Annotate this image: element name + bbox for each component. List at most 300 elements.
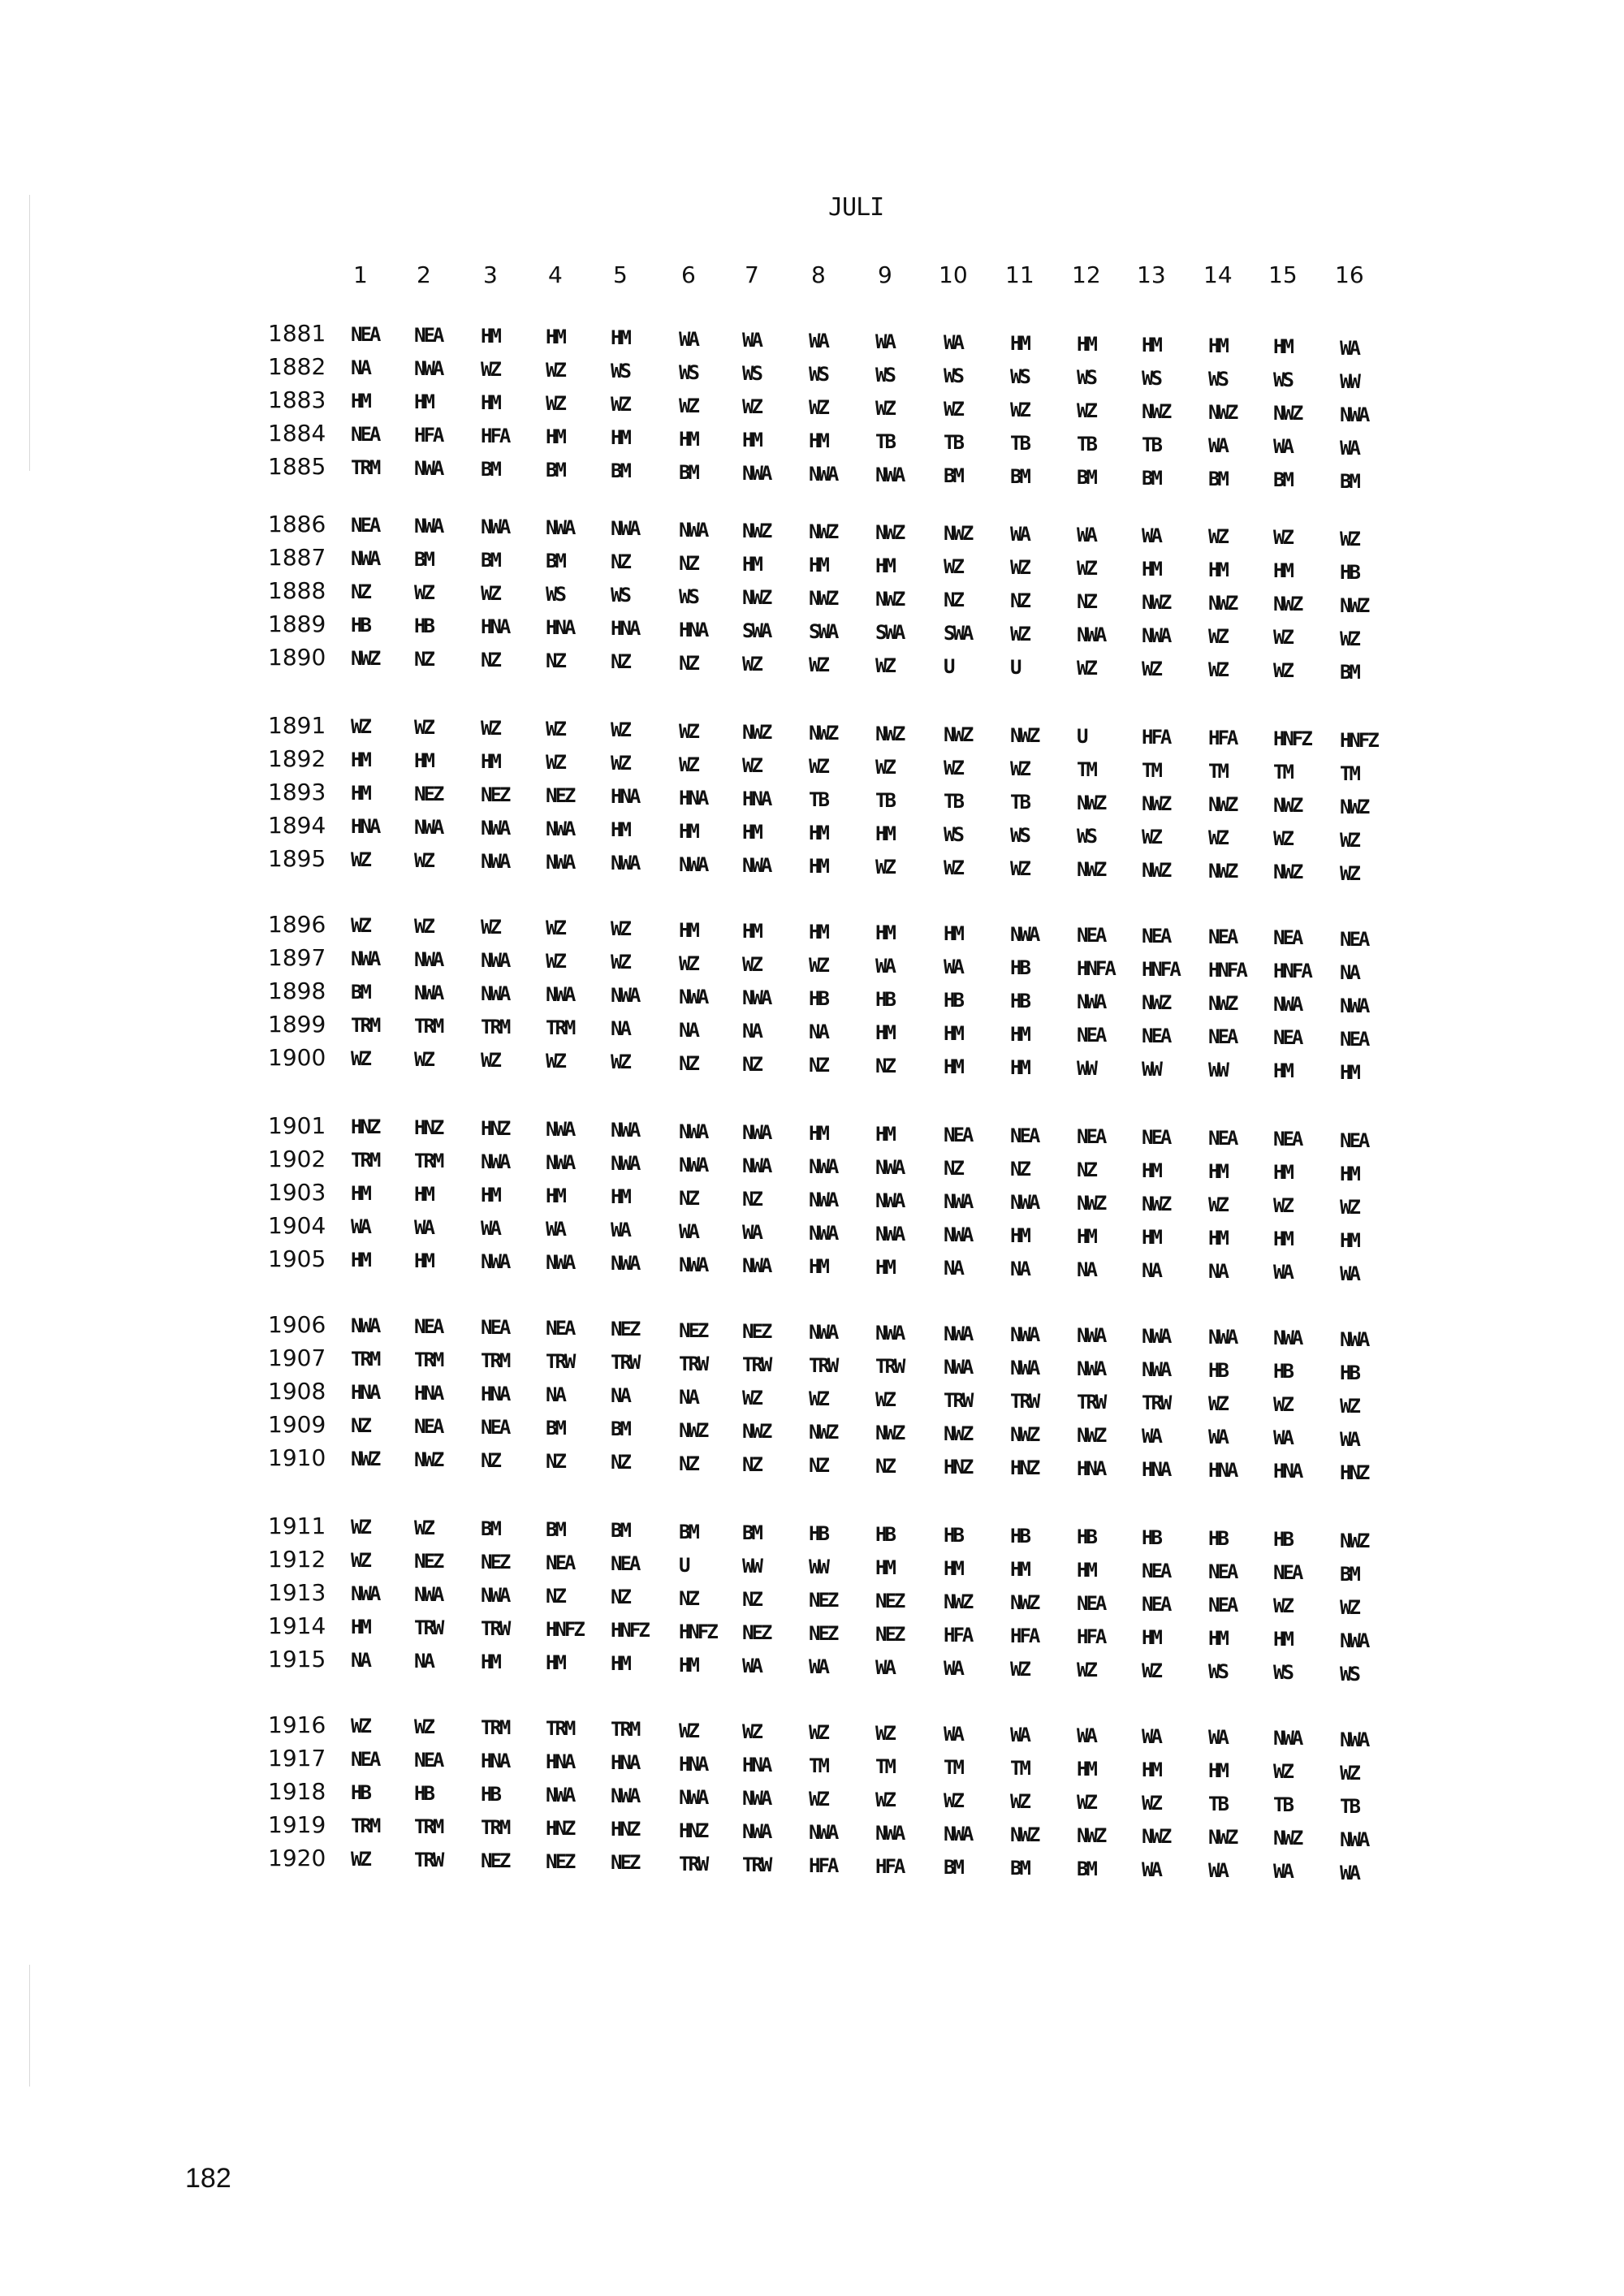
weather-type-cell: HM — [875, 1256, 894, 1279]
weather-type-cell: NWA — [1273, 1727, 1302, 1750]
weather-type-cell: NWA — [351, 1582, 379, 1605]
weather-type-cell: HM — [611, 1185, 629, 1208]
weather-type-cell: TB — [944, 790, 962, 813]
weather-type-cell: TM — [944, 1756, 962, 1779]
weather-type-cell: HNZ — [1010, 1457, 1039, 1479]
weather-type-cell: BM — [546, 1417, 564, 1439]
weather-type-cell: HM — [875, 1021, 894, 1044]
weather-type-cell: HNZ — [1340, 1461, 1368, 1484]
weather-type-cell: NWA — [481, 1584, 509, 1607]
weather-type-cell: WZ — [611, 917, 629, 940]
weather-type-cell: HM — [611, 1652, 629, 1675]
weather-type-cell: WZ — [1273, 626, 1292, 649]
day-header: 9 — [878, 261, 892, 288]
weather-type-cell: WZ — [546, 950, 564, 973]
weather-type-cell: NWA — [944, 1323, 972, 1345]
weather-type-cell: WW — [1142, 1058, 1160, 1081]
weather-type-cell: TRM — [351, 456, 379, 479]
weather-type-cell: WZ — [1340, 628, 1358, 650]
weather-type-cell: WZ — [351, 1516, 369, 1539]
weather-type-cell: TB — [1142, 434, 1160, 456]
weather-type-cell: U — [1077, 725, 1086, 748]
weather-type-cell: TRM — [481, 1816, 509, 1839]
weather-type-cell: NWZ — [1340, 796, 1368, 818]
weather-type-cell: TRM — [414, 1015, 443, 1038]
weather-type-cell: HM — [1142, 1226, 1160, 1249]
weather-type-cell: TB — [1010, 791, 1029, 814]
weather-type-cell: WZ — [1142, 826, 1160, 848]
weather-type-cell: NWA — [1010, 923, 1039, 946]
weather-type-cell: BM — [1340, 470, 1358, 493]
weather-type-cell: NEA — [1273, 1561, 1302, 1584]
weather-type-cell: HM — [875, 555, 894, 577]
day-header: 14 — [1203, 261, 1233, 288]
weather-type-cell: NWZ — [1142, 1193, 1170, 1215]
weather-type-cell: HB — [809, 987, 827, 1010]
weather-type-cell: NA — [742, 1020, 761, 1042]
weather-type-cell: WW — [809, 1556, 827, 1578]
weather-type-cell: WZ — [1142, 658, 1160, 680]
weather-type-cell: WZ — [679, 753, 698, 776]
weather-type-cell: HNA — [351, 1381, 379, 1404]
weather-type-cell: TB — [1208, 1793, 1227, 1815]
weather-type-cell: WZ — [351, 1549, 369, 1572]
weather-type-cell: HNZ — [481, 1117, 509, 1140]
weather-type-cell: HM — [546, 425, 564, 448]
weather-type-cell: NWA — [481, 1150, 509, 1173]
weather-type-cell: NZ — [1010, 1158, 1029, 1180]
weather-type-cell: HM — [414, 391, 433, 413]
weather-type-cell: HM — [1273, 335, 1292, 358]
weather-type-cell: TB — [875, 789, 894, 812]
weather-type-cell: HM — [351, 749, 369, 771]
weather-type-cell: WA — [944, 331, 962, 354]
weather-type-cell: HNFZ — [1340, 729, 1377, 752]
weather-type-cell: HNZ — [414, 1116, 443, 1139]
weather-type-cell: NA — [351, 1649, 369, 1672]
weather-type-cell: NWZ — [809, 1421, 837, 1444]
weather-type-cell: NWA — [1273, 993, 1302, 1016]
weather-type-cell: HM — [1340, 1061, 1358, 1084]
day-header: 3 — [483, 261, 498, 288]
weather-type-cell: NWZ — [1273, 794, 1302, 817]
year-label: 1902 — [268, 1146, 326, 1172]
weather-type-cell: WZ — [414, 1048, 433, 1071]
year-label: 1885 — [268, 453, 326, 480]
weather-type-cell: WZ — [1273, 1393, 1292, 1416]
weather-type-cell: NEZ — [481, 1551, 509, 1573]
weather-type-cell: NWZ — [1273, 402, 1302, 425]
weather-type-cell: TM — [809, 1754, 827, 1777]
weather-type-cell: NWZ — [1010, 1423, 1039, 1446]
year-label: 1896 — [268, 911, 326, 938]
weather-type-cell: TRM — [414, 1815, 443, 1838]
weather-type-cell: BM — [414, 548, 433, 571]
weather-type-cell: HM — [875, 921, 894, 944]
weather-type-cell: WA — [1142, 524, 1160, 547]
weather-type-cell: TRW — [1077, 1391, 1105, 1413]
weather-type-cell: WZ — [1077, 399, 1095, 422]
weather-type-cell: WZ — [1077, 1659, 1095, 1681]
weather-type-cell: NZ — [414, 648, 433, 671]
weather-type-cell: NWA — [611, 517, 639, 540]
weather-type-cell: NEA — [414, 1749, 443, 1772]
weather-type-cell: NWZ — [1142, 859, 1170, 882]
weather-type-cell: NWA — [546, 516, 574, 539]
weather-type-cell: HB — [1208, 1359, 1227, 1382]
year-label: 1914 — [268, 1612, 326, 1639]
weather-type-cell: WA — [944, 956, 962, 978]
weather-type-cell: TRM — [546, 1717, 574, 1740]
day-header: 11 — [1005, 261, 1034, 288]
weather-type-cell: NWA — [414, 457, 443, 480]
weather-type-cell: NZ — [944, 589, 962, 611]
weather-type-cell: WZ — [481, 1049, 499, 1072]
weather-type-cell: NWA — [742, 462, 771, 485]
weather-type-cell: NEA — [1142, 1126, 1170, 1149]
weather-type-cell: HM — [1010, 1056, 1029, 1079]
weather-type-cell: NWA — [1340, 1828, 1368, 1851]
weather-type-cell: BM — [1273, 468, 1292, 491]
weather-type-cell: WZ — [351, 715, 369, 738]
weather-type-cell: HM — [944, 922, 962, 945]
weather-type-cell: NWA — [546, 818, 574, 840]
weather-type-cell: HM — [1142, 1159, 1160, 1182]
weather-type-cell: NWZ — [1142, 991, 1170, 1014]
weather-type-cell: HNA — [1142, 1458, 1170, 1481]
weather-type-cell: NZ — [1077, 1159, 1095, 1181]
weather-type-cell: NZ — [611, 650, 629, 673]
weather-type-cell: NWA — [742, 986, 771, 1009]
weather-type-cell: HM — [679, 919, 698, 942]
weather-type-cell: NEZ — [546, 1850, 574, 1873]
weather-type-cell: NWA — [1340, 1728, 1368, 1751]
weather-type-cell: NWA — [611, 984, 639, 1007]
weather-type-cell: NEA — [481, 1316, 509, 1339]
weather-type-cell: NWA — [1340, 995, 1368, 1017]
weather-type-cell: HNA — [481, 1383, 509, 1405]
weather-type-cell: TRW — [944, 1389, 972, 1412]
weather-type-cell: WW — [1340, 370, 1358, 393]
weather-type-cell: HM — [1340, 1229, 1358, 1252]
weather-type-cell: NWA — [481, 516, 509, 538]
weather-type-cell: NEA — [1273, 1026, 1302, 1049]
weather-type-cell: NEA — [1208, 1560, 1237, 1583]
weather-type-cell: NEA — [1142, 1560, 1170, 1582]
weather-type-cell: WZ — [1340, 528, 1358, 550]
weather-type-cell: SWA — [875, 621, 904, 644]
weather-type-cell: NWZ — [875, 521, 904, 544]
weather-type-cell: HM — [481, 1184, 499, 1206]
day-header: 10 — [939, 261, 968, 288]
weather-type-cell: SWA — [809, 620, 837, 643]
weather-type-cell: HM — [944, 1022, 962, 1045]
weather-type-cell: WA — [944, 1657, 962, 1680]
year-label: 1904 — [268, 1212, 326, 1239]
weather-type-cell: U — [679, 1554, 689, 1577]
weather-type-cell: NEZ — [875, 1623, 904, 1646]
weather-type-cell: BM — [1340, 661, 1358, 684]
weather-type-cell: NWA — [944, 1190, 972, 1213]
weather-type-cell: NEA — [1077, 1592, 1105, 1615]
weather-type-cell: NWA — [481, 850, 509, 873]
year-label: 1920 — [268, 1845, 326, 1871]
weather-type-cell: HB — [1010, 956, 1029, 979]
weather-type-cell: WA — [875, 1656, 894, 1679]
weather-type-cell: NEA — [1340, 1028, 1368, 1051]
year-label: 1889 — [268, 611, 326, 637]
weather-type-cell: HM — [351, 1616, 369, 1638]
weather-type-cell: HNA — [611, 785, 639, 808]
weather-type-cell: NWZ — [351, 1448, 379, 1470]
weather-type-cell: NEA — [1077, 1024, 1105, 1047]
weather-type-cell: NWZ — [809, 587, 837, 610]
weather-type-cell: WA — [1273, 435, 1292, 458]
weather-type-cell: WZ — [742, 953, 761, 976]
weather-type-cell: TRM — [351, 1149, 379, 1172]
weather-type-cell: NWZ — [1340, 594, 1368, 617]
weather-type-cell: WZ — [679, 1720, 698, 1742]
weather-type-cell: NEA — [414, 1415, 443, 1438]
weather-type-cell: BM — [546, 1518, 564, 1541]
weather-type-cell: HM — [1208, 1759, 1227, 1782]
weather-type-cell: WZ — [546, 751, 564, 774]
weather-type-cell: HM — [351, 1182, 369, 1205]
weather-type-cell: BM — [611, 1519, 629, 1542]
weather-type-cell: HM — [414, 1249, 433, 1272]
weather-type-cell: NWZ — [1077, 1424, 1105, 1447]
weather-type-cell: NWZ — [414, 1448, 443, 1471]
weather-type-cell: NEA — [351, 1748, 379, 1771]
weather-type-cell: TRM — [481, 1016, 509, 1038]
year-label: 1915 — [268, 1646, 326, 1672]
weather-type-cell: HM — [809, 1255, 827, 1278]
weather-type-cell: HM — [809, 855, 827, 878]
weather-type-cell: BM — [1077, 1858, 1095, 1880]
weather-type-cell: NEZ — [875, 1590, 904, 1612]
weather-type-cell: WA — [742, 329, 761, 352]
weather-type-cell: WZ — [944, 1789, 962, 1812]
day-header: 15 — [1268, 261, 1298, 288]
weather-type-cell: WZ — [546, 1050, 564, 1072]
weather-type-cell: NWZ — [1010, 1591, 1039, 1614]
weather-type-cell: NWA — [351, 547, 379, 570]
weather-type-cell: WA — [1142, 1725, 1160, 1748]
weather-type-cell: HM — [809, 921, 827, 943]
weather-type-cell: BM — [944, 464, 962, 487]
weather-type-cell: HM — [944, 1557, 962, 1580]
weather-type-cell: NWA — [742, 1254, 771, 1277]
weather-type-cell: TRM — [414, 1150, 443, 1172]
weather-type-cell: NWA — [481, 1250, 509, 1273]
weather-type-cell: HM — [546, 1185, 564, 1207]
weather-type-cell: WS — [1208, 368, 1227, 391]
weather-type-cell: WZ — [611, 719, 629, 741]
weather-type-cell: NWZ — [1077, 1824, 1105, 1847]
weather-type-cell: NA — [611, 1017, 629, 1040]
weather-type-cell: HB — [875, 1523, 894, 1546]
weather-type-cell: WS — [1273, 369, 1292, 391]
weather-type-cell: WA — [1142, 1425, 1160, 1448]
weather-type-cell: BM — [1340, 1563, 1358, 1586]
weather-type-cell: WZ — [1010, 757, 1029, 780]
year-label: 1891 — [268, 712, 326, 739]
weather-type-cell: NEA — [1273, 926, 1302, 949]
weather-type-cell: TM — [1208, 760, 1227, 783]
weather-type-cell: WZ — [414, 1517, 433, 1539]
weather-type-cell: WZ — [1273, 659, 1292, 682]
weather-type-cell: HM — [481, 325, 499, 347]
year-label: 1913 — [268, 1579, 326, 1606]
weather-type-cell: NWA — [944, 1356, 972, 1379]
weather-type-cell: NWZ — [1077, 792, 1105, 814]
weather-type-cell: WZ — [611, 752, 629, 775]
weather-type-cell: NWZ — [1142, 1825, 1170, 1848]
weather-type-cell: NEA — [351, 514, 379, 537]
weather-type-cell: NWA — [1340, 404, 1368, 426]
weather-type-cell: BM — [1077, 466, 1095, 489]
weather-type-cell: HM — [742, 553, 761, 576]
weather-type-cell: NEA — [1208, 1127, 1237, 1150]
weather-type-cell: HM — [1010, 1023, 1029, 1046]
weather-type-cell: WZ — [1077, 1791, 1095, 1814]
weather-type-cell: NWZ — [809, 722, 837, 744]
weather-type-cell: HM — [742, 429, 761, 451]
weather-type-cell: HNA — [679, 1753, 707, 1776]
weather-type-cell: WZ — [546, 359, 564, 382]
weather-type-cell: NWA — [679, 519, 707, 542]
weather-type-cell: BM — [679, 461, 698, 484]
weather-type-cell: NWA — [875, 1223, 904, 1245]
weather-type-cell: NWA — [1142, 1325, 1170, 1348]
weather-type-cell: WZ — [414, 581, 433, 604]
weather-type-cell: NWA — [1142, 1358, 1170, 1381]
weather-type-cell: HNZ — [944, 1456, 972, 1478]
weather-type-cell: HNA — [414, 1382, 443, 1405]
weather-type-cell: NWA — [809, 1222, 837, 1245]
year-label: 1884 — [268, 420, 326, 447]
weather-type-cell: WZ — [875, 1388, 894, 1411]
weather-type-cell: NWZ — [1142, 400, 1170, 423]
weather-type-cell: WA — [1208, 434, 1227, 457]
weather-type-cell: BM — [1010, 465, 1029, 488]
weather-type-cell: WA — [679, 328, 698, 351]
weather-type-cell: NZ — [809, 1454, 827, 1477]
weather-type-cell: WZ — [1208, 1392, 1227, 1415]
weather-type-cell: WA — [1010, 1724, 1029, 1746]
year-label: 1888 — [268, 577, 326, 604]
weather-type-cell: NWA — [1077, 1357, 1105, 1380]
weather-type-cell: HB — [809, 1522, 827, 1545]
weather-type-cell: TB — [1340, 1795, 1358, 1818]
weather-type-cell: NWA — [944, 1224, 972, 1246]
weather-type-cell: WZ — [1208, 625, 1227, 648]
weather-type-cell: HNA — [546, 616, 574, 639]
weather-type-cell: WA — [546, 1218, 564, 1241]
year-label: 1908 — [268, 1378, 326, 1405]
weather-type-cell: NWZ — [875, 588, 904, 611]
weather-type-cell: NWA — [679, 853, 707, 876]
weather-type-cell: HNA — [1077, 1457, 1105, 1480]
weather-type-cell: HB — [1208, 1527, 1227, 1550]
weather-type-cell: HM — [1208, 559, 1227, 581]
weather-type-cell: WA — [1208, 1726, 1227, 1749]
weather-type-cell: NWA — [809, 1821, 837, 1844]
weather-type-cell: WZ — [742, 754, 761, 777]
weather-type-cell: WZ — [944, 398, 962, 421]
weather-type-cell: HNZ — [611, 1818, 639, 1841]
weather-type-cell: BM — [611, 1418, 629, 1440]
weather-type-cell: NWZ — [1273, 861, 1302, 883]
year-label: 1912 — [268, 1546, 326, 1573]
weather-type-cell: NWZ — [1273, 1827, 1302, 1849]
weather-type-cell: NWA — [611, 852, 639, 874]
weather-type-cell: HM — [875, 1556, 894, 1579]
weather-type-cell: TM — [1340, 762, 1358, 785]
weather-type-cell: HM — [1077, 1559, 1095, 1582]
weather-type-cell: HM — [742, 920, 761, 943]
year-label: 1903 — [268, 1179, 326, 1206]
weather-type-cell: WZ — [611, 393, 629, 416]
weather-type-cell: NWZ — [944, 723, 972, 746]
weather-type-cell: NZ — [611, 1586, 629, 1608]
weather-type-cell: NWZ — [1142, 591, 1170, 614]
weather-type-cell: NZ — [679, 1587, 698, 1610]
weather-type-cell: BM — [944, 1856, 962, 1879]
day-header: 5 — [613, 261, 628, 288]
weather-type-cell: NA — [1077, 1258, 1095, 1281]
weather-type-cell: TRW — [414, 1849, 443, 1871]
weather-type-cell: NA — [1208, 1260, 1227, 1283]
weather-type-cell: HM — [679, 1654, 698, 1677]
weather-type-cell: NEA — [1340, 928, 1368, 951]
weather-type-cell: HM — [1273, 1228, 1292, 1250]
weather-type-cell: NWA — [944, 1823, 972, 1845]
weather-type-cell: NWA — [1340, 1629, 1368, 1652]
weather-type-cell: BM — [742, 1521, 761, 1544]
weather-type-cell: NA — [944, 1257, 962, 1280]
weather-type-cell: HFA — [414, 424, 443, 447]
weather-type-cell: NWZ — [1077, 1192, 1105, 1215]
weather-type-cell: NWA — [611, 1119, 639, 1142]
weather-type-cell: WZ — [809, 1721, 827, 1744]
weather-type-cell: NWA — [809, 463, 837, 486]
weather-type-cell: HM — [1273, 1060, 1292, 1082]
weather-type-cell: WZ — [481, 916, 499, 939]
weather-type-cell: HFA — [809, 1854, 837, 1877]
weather-type-cell: NA — [414, 1650, 433, 1672]
weather-type-cell: HB — [481, 1783, 499, 1806]
year-label: 1919 — [268, 1811, 326, 1838]
weather-type-cell: WZ — [1340, 829, 1358, 852]
weather-type-cell: NZ — [809, 1054, 827, 1077]
weather-type-cell: HM — [809, 554, 827, 576]
weather-type-cell: NZ — [351, 1414, 369, 1437]
weather-type-cell: WS — [944, 365, 962, 387]
weather-type-cell: TRW — [611, 1351, 639, 1374]
weather-type-cell: WA — [1340, 1262, 1358, 1285]
weather-type-cell: HFA — [1142, 726, 1170, 749]
weather-type-cell: NWZ — [1273, 593, 1302, 615]
day-header: 1 — [353, 261, 368, 288]
weather-type-cell: WS — [1208, 1660, 1227, 1683]
weather-type-cell: WZ — [1340, 1596, 1358, 1619]
weather-type-cell: HM — [1077, 1225, 1095, 1248]
weather-type-cell: NEA — [351, 323, 379, 346]
weather-type-cell: NEZ — [414, 783, 443, 805]
weather-type-cell: HNA — [679, 787, 707, 809]
weather-type-cell: WZ — [1340, 862, 1358, 885]
